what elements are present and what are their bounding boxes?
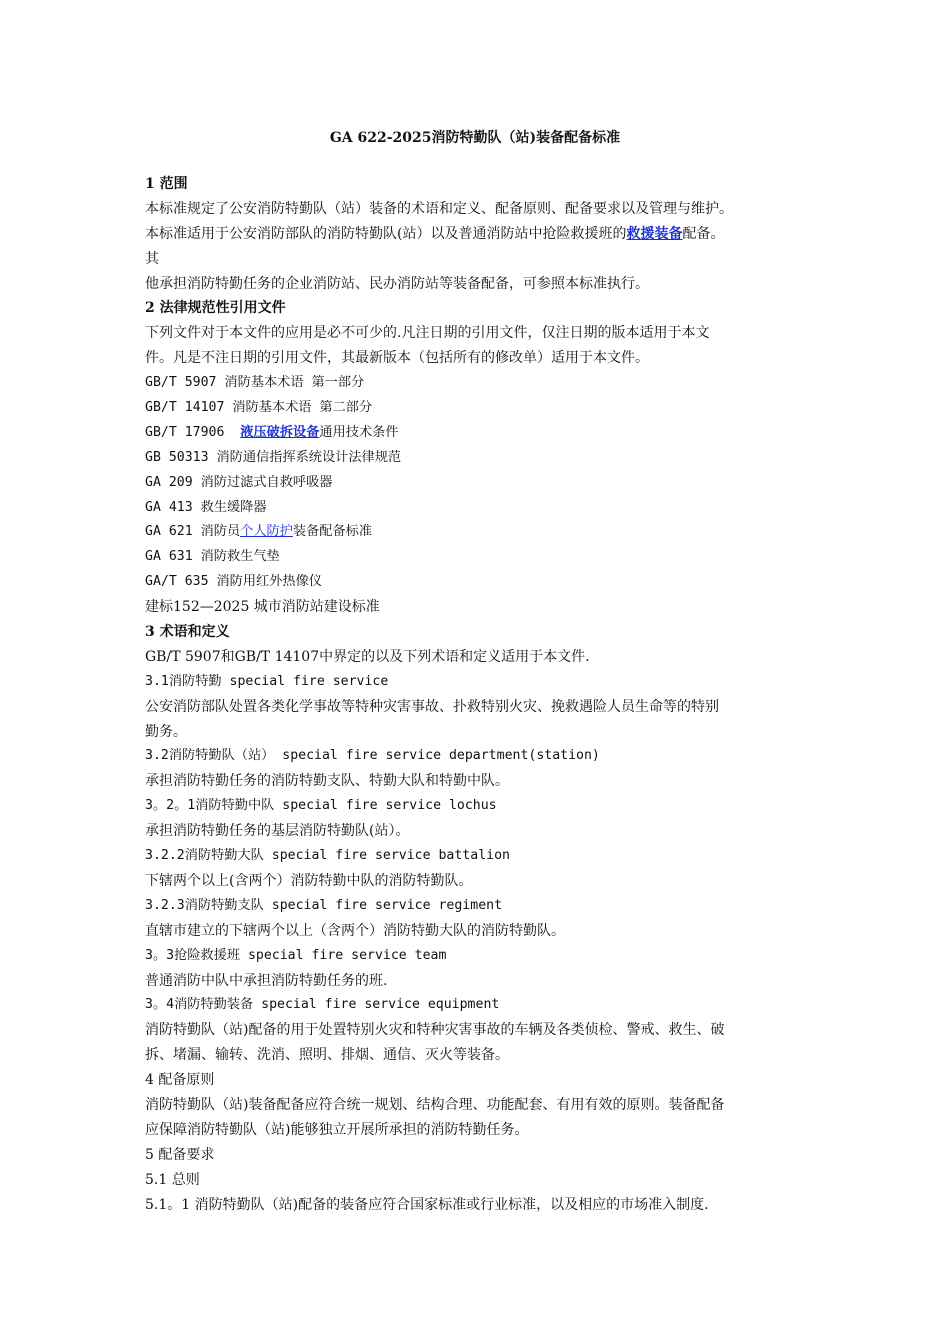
reference-item xyxy=(145,520,825,545)
term-heading: 3.2消防特勤队（站） special fire service department(station) xyxy=(145,748,600,764)
section-4-heading: 4 配备原则 xyxy=(145,1072,215,1089)
paragraph: 下列文件对于本文件的应用是必不可少的.凡注日期的引用文件，仅注日期的版本适用于本文 xyxy=(145,325,710,342)
paragraph: GB/T 5907和GB/T 14107中界定的以及下列术语和定义适用于本文件. xyxy=(145,648,590,665)
reference-item: GB 50313 消防通信指挥系统设计法律规范 xyxy=(145,449,402,465)
document-body xyxy=(145,172,825,1217)
text: 装备配备标准 xyxy=(292,524,373,540)
text: GB/T 17906 xyxy=(145,424,241,440)
paragraph: 消防特勤队（站)装备配备应符合统一规划、结构合理、功能配套、有用有效的原则。装备配备 xyxy=(145,1096,725,1113)
text: 配备。 xyxy=(682,225,725,242)
paragraph: 本标准规定了公安消防特勤队（站）装备的术语和定义、配备原则、配备要求以及管理与维护。 xyxy=(145,200,733,217)
text: 通用技术条件 xyxy=(319,424,399,440)
term-definition: 公安消防部队处置各类化学事故等特种灾害事故、扑救特别火灾、挽救遇险人员生命等的特别 xyxy=(145,698,719,715)
rescue-equipment-link[interactable]: 救援装备 xyxy=(626,225,683,242)
reference-item: GA 209 消防过滤式自救呼吸器 xyxy=(145,474,333,490)
term-heading: 3.1消防特勤 special fire service xyxy=(145,673,389,689)
term-heading: 3。4消防特勤装备 special fire service equipment xyxy=(145,997,500,1013)
reference-item: GA/T 635 消防用红外热像仪 xyxy=(145,574,322,590)
paragraph: 应保障消防特勤队（站)能够独立开展所承担的消防特勤任务。 xyxy=(145,1121,529,1138)
reference-item: GA 631 消防救生气垫 xyxy=(145,549,280,565)
document-title: GA 622-2025消防特勤队（站)装备配备标准 xyxy=(329,130,621,146)
term-definition: 普通消防中队中承担消防特勤任务的班. xyxy=(145,972,388,989)
term-definition: 拆、堵漏、输转、洗消、照明、排烟、通信、灭火等装备。 xyxy=(145,1047,509,1064)
term-definition: 下辖两个以上(含两个）消防特勤中队的消防特勤队。 xyxy=(145,872,473,889)
section-5-heading: 5 配备要求 xyxy=(145,1146,215,1163)
paragraph: 件。凡是不注日期的引用文件，其最新版本（包括所有的修改单）适用于本文件。 xyxy=(145,350,649,367)
paragraph: 他承担消防特勤任务的企业消防站、民办消防站等装备配备，可参照本标准执行。 xyxy=(145,275,649,292)
term-heading: 3。2。1消防特勤中队 special fire service lochus xyxy=(145,798,497,814)
subsection-heading: 5.1 总则 xyxy=(145,1171,200,1188)
term-definition: 承担消防特勤任务的基层消防特勤队(站）。 xyxy=(145,823,410,840)
section-3-heading: 3 术语和定义 xyxy=(145,624,230,641)
paragraph xyxy=(145,222,825,247)
term-heading: 3.2.2消防特勤大队 special fire service battalion xyxy=(145,848,510,864)
reference-item: 建标152—2025 城市消防站建设标准 xyxy=(145,599,380,616)
term-definition: 直辖市建立的下辖两个以上（含两个）消防特勤大队的消防特勤队。 xyxy=(145,922,565,939)
term-heading: 3.2.3消防特勤支队 special fire service regiment xyxy=(145,897,503,913)
hydraulic-equipment-link[interactable]: 液压破拆设备 xyxy=(240,424,320,440)
reference-item: GB/T 14107 消防基本术语 第二部分 xyxy=(145,400,373,416)
reference-item xyxy=(145,421,825,446)
term-heading: 3。3抢险救援班 special fire service team xyxy=(145,947,447,963)
reference-item: GA 413 救生缓降器 xyxy=(145,499,267,515)
term-definition: 消防特勤队（站)配备的用于处置特别火灾和特种灾害事故的车辆及各类侦检、警戒、救生、破 xyxy=(145,1022,725,1039)
term-definition: 承担消防特勤任务的消防特勤支队、特勤大队和特勤中队。 xyxy=(145,773,509,790)
paragraph: 其 xyxy=(145,250,159,267)
text: 本标准适用于公安消防部队的消防特勤队(站）以及普通消防站中抢险救援班的 xyxy=(145,225,627,242)
text: GA 621 消防员 xyxy=(145,524,241,540)
section-1-heading: 1 范围 xyxy=(145,176,188,192)
paragraph: 5.1。1 消防特勤队（站)配备的装备应符合国家标准或行业标准，以及相应的市场准入制度. xyxy=(145,1196,709,1213)
section-2-heading: 2 法律规范性引用文件 xyxy=(145,300,286,317)
term-definition: 勤务。 xyxy=(145,723,187,740)
personal-protection-link[interactable]: 个人防护 xyxy=(240,524,293,540)
reference-item: GB/T 5907 消防基本术语 第一部分 xyxy=(145,375,365,391)
